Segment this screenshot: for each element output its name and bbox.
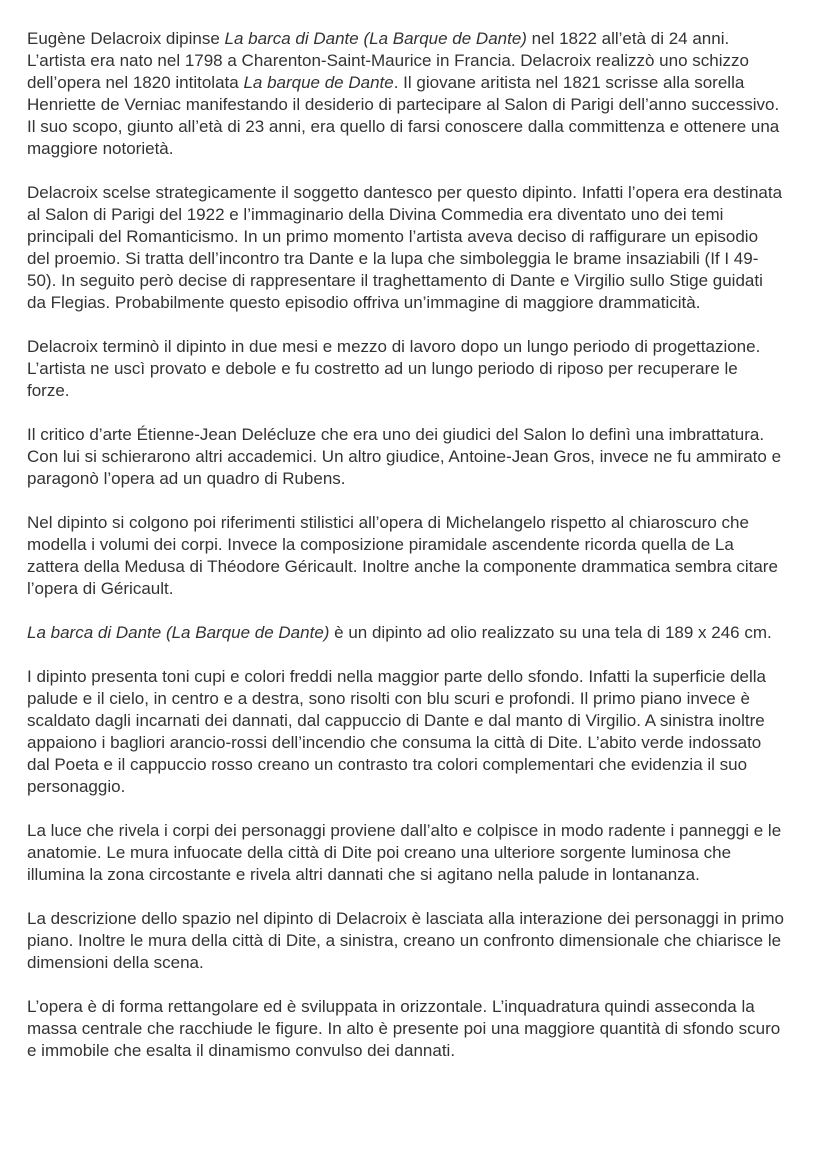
paragraph-6	[27, 622, 784, 644]
italic-text-run: La barca di Dante	[224, 29, 359, 48]
paragraph-9	[27, 908, 784, 974]
italic-text-run: La barca di Dante	[27, 623, 162, 642]
text-run: Nel dipinto si colgono poi riferimenti stilistici all’opera di Michelangelo rispetto al chiaroscuro che modella i volumi dei corpi. Invece la composizione piramidale ascendente ricorda quella de La zattera della Medusa di Théodore Géricault. Inoltre anche la componente drammatica sembra citare l’opera di Géricault.	[27, 513, 778, 598]
text-run: . Il giovane aritista nel 1821 scrisse alla sorella Henriette de Verniac manifestando il desiderio di partecipare al Salon di Parigi dell’anno successivo. Il suo scopo, giunto all’età di 23 anni, era quello di farsi conoscere dalla committenza e ottenere una maggiore notorietà.	[27, 73, 780, 158]
text-run: Delacroix scelse strategicamente il soggetto dantesco per questo dipinto. Infatti l’opera era destinata al Salon di Parigi del 1922 e l’immaginario della Divina Commedia era diventato uno dei temi principali del Romanticismo. In un primo momento l’artista aveva deciso di raffigurare un episodio del proemio. Si tratta dell’incontro tra Dante e la lupa che simboleggia le brame insaziabili (If I 49-50). In seguito però decise di rappresentare il traghettamento di Dante e Virgilio sullo Stige guidati da Flegias. Probabilmente questo episodio offriva un’immagine di maggiore drammaticità.	[27, 183, 783, 312]
text-run: I dipinto presenta toni cupi e colori freddi nella maggior parte dello sfondo. Infatti la superficie della palude e il cielo, in centro e a destra, sono risolti con blu scuri e profondi. Il primo piano invece è scaldato dagli incarnati dei dannati, dal cappuccio di Dante e dal manto di Virgilio. A sinistra inoltre appaiono i bagliori arancio-rossi dell’incendio che consuma la città di Dite. L’abito verde indossato dal Poeta e il cappuccio rosso creano un contrasto tra colori complementari che evidenzia il suo personaggio.	[27, 667, 766, 796]
paragraph-2	[27, 182, 784, 314]
paragraph-7	[27, 666, 784, 798]
text-run: L’opera è di forma rettangolare ed è sviluppata in orizzontale. L’inquadratura quindi asseconda la massa centrale che racchiude le figure. In alto è presente poi una maggiore quantità di sfondo scuro e immobile che esalta il dinamismo convulso dei dannati.	[27, 997, 781, 1060]
paragraph-4	[27, 424, 784, 490]
italic-text-run: (La Barque de Dante)	[363, 29, 527, 48]
text-run: La luce che rivela i corpi dei personaggi proviene dall’alto e colpisce in modo radente i panneggi e le anatomie. Le mura infuocate della città di Dite poi creano una ulteriore sorgente luminosa che illumina la zona circostante e rivela altri dannati che si agitano nella palude in lontananza.	[27, 821, 782, 884]
text-run: Eugène Delacroix dipinse	[27, 29, 225, 48]
text-run: Delacroix terminò il dipinto in due mesi e mezzo di lavoro dopo un lungo periodo di progettazione. L’artista ne uscì provato e debole e fu costretto ad un lungo periodo di riposo per recuperare le forze.	[27, 337, 761, 400]
italic-text-run: (La Barque de Dante)	[165, 623, 330, 642]
text-run: La descrizione dello spazio nel dipinto di Delacroix è lasciata alla interazione dei personaggi in primo piano. Inoltre le mura della città di Dite, a sinistra, creano un confronto dimensionale che chiarisce le dimensioni della scena.	[27, 909, 784, 972]
paragraph-8	[27, 820, 784, 886]
paragraph-1	[27, 28, 784, 160]
italic-text-run: La barque de Dante	[243, 73, 394, 92]
text-run: è un dipinto ad olio realizzato su una tela di 189 x 246 cm.	[329, 623, 772, 642]
text-run: Il critico d’arte Étienne-Jean Delécluze che era uno dei giudici del Salon lo definì una imbrattatura. Con lui si schierarono altri accademici. Un altro giudice, Antoine-Jean Gros, invece ne fu ammirato e paragonò l’opera ad un quadro di Rubens.	[27, 425, 782, 488]
paragraph-3	[27, 336, 784, 402]
paragraph-5	[27, 512, 784, 600]
paragraph-10	[27, 996, 784, 1062]
text-run: nel 1822 all’età di 24 anni. L’artista era nato nel 1798 a Charenton-Saint-Maurice in Francia. Delacroix realizzò uno schizzo dell’opera nel 1820 intitolata	[27, 29, 749, 92]
